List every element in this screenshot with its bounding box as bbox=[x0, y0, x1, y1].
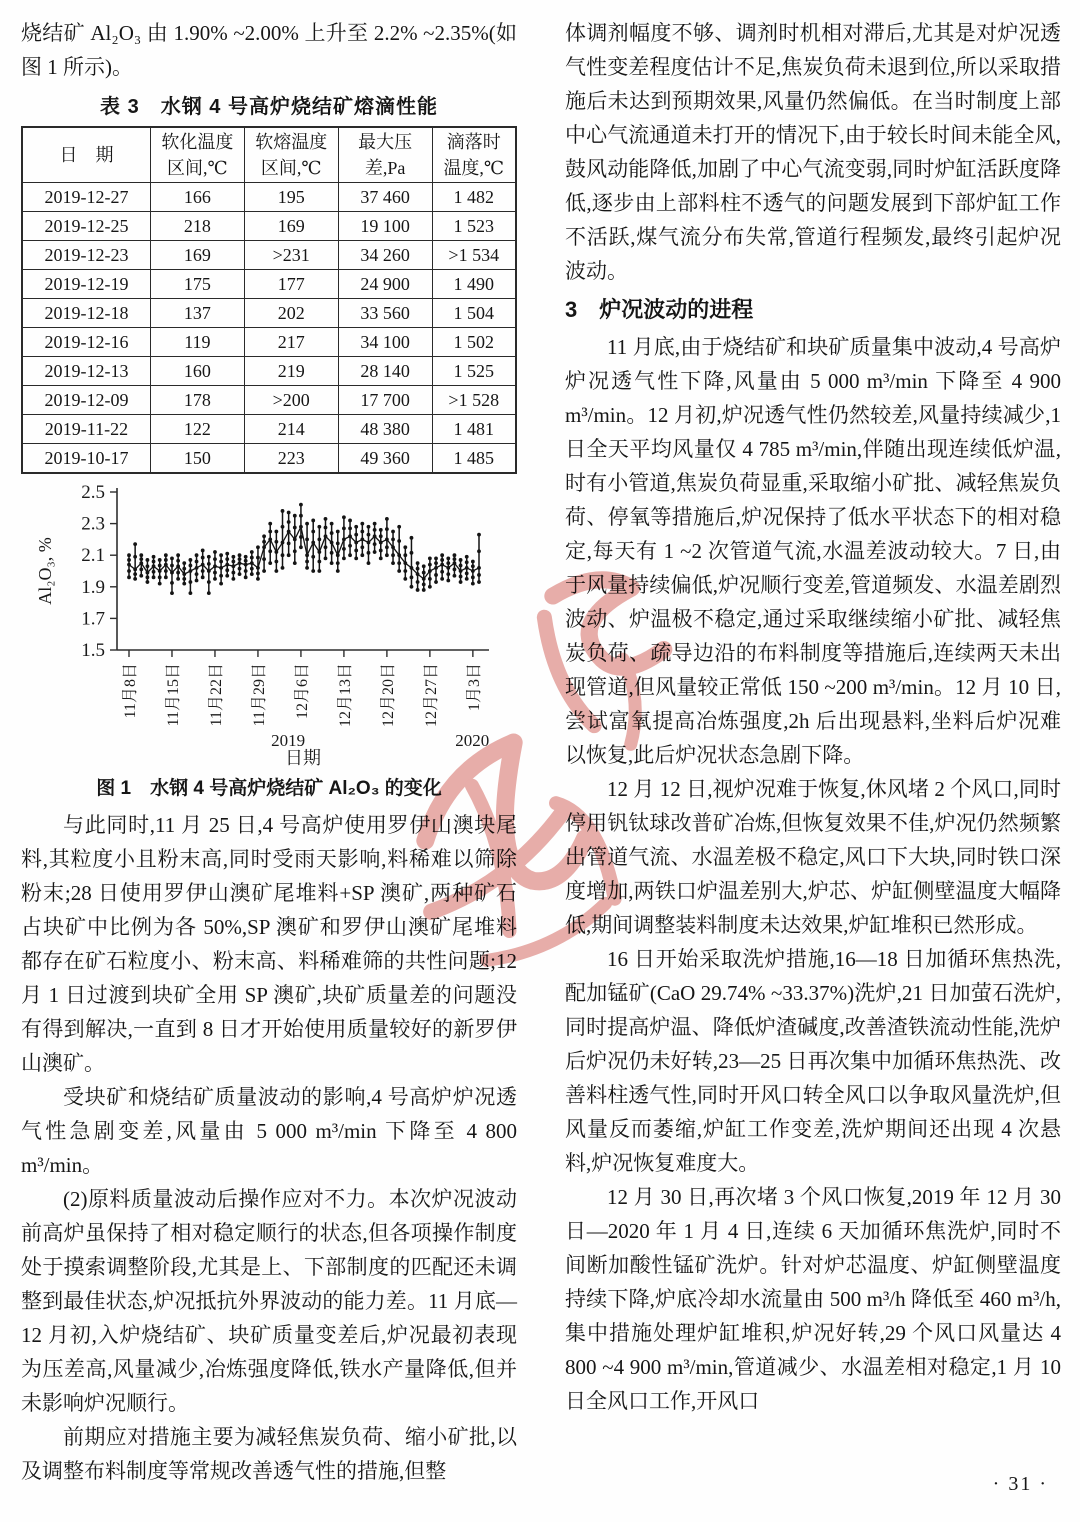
table-cell: >1 534 bbox=[432, 241, 516, 270]
svg-text:1月3日: 1月3日 bbox=[465, 663, 483, 712]
table-cell: 49 360 bbox=[338, 444, 432, 474]
svg-text:2.3: 2.3 bbox=[81, 513, 105, 535]
figure-1 bbox=[21, 480, 517, 800]
table-cell: 2019-12-25 bbox=[22, 212, 150, 241]
svg-text:11月8日: 11月8日 bbox=[122, 663, 139, 719]
paragraph: (2)原料质量波动后操作应对不力。本次炉况波动前高炉虽保持了相对稳定顺行的状态,但各项操作制度处于摸索调整阶段,尤其是上、下部制度的匹配还未调整到最佳状态,炉况抵抗外界波动的能力差。11 月底—12 月初,入炉烧结矿、块矿质量变差后,炉况最初表现为压差高,风量减少,冶炼强度降低,铁水产量降低,但并未影响炉况顺行。 bbox=[21, 1187, 517, 1415]
table-cell: 223 bbox=[244, 444, 338, 474]
melt-drip-table bbox=[21, 126, 517, 474]
table-cell: 166 bbox=[150, 183, 244, 212]
svg-text:12月27日: 12月27日 bbox=[422, 663, 440, 728]
table-header-cell: 滴落时 温度,℃ bbox=[432, 127, 516, 183]
table-cell: 1 490 bbox=[432, 270, 516, 299]
table-cell: 119 bbox=[150, 328, 244, 357]
table-cell: 169 bbox=[150, 241, 244, 270]
table-title: 表 3 水钢 4 号高炉烧结矿熔滴性能 bbox=[100, 96, 438, 118]
svg-text:12月13日: 12月13日 bbox=[336, 663, 354, 728]
svg-text:2.1: 2.1 bbox=[81, 545, 105, 567]
svg-text:11月22日: 11月22日 bbox=[207, 663, 225, 727]
table-cell: 217 bbox=[244, 328, 338, 357]
svg-text:12月6日: 12月6日 bbox=[293, 663, 311, 720]
table-cell: 1 502 bbox=[432, 328, 516, 357]
figure-caption: 图 1 水钢 4 号高炉烧结矿 Al₂O₃ 的变化 bbox=[96, 778, 442, 799]
right-column bbox=[565, 16, 1061, 1488]
table-cell: 175 bbox=[150, 270, 244, 299]
paragraph: 12 月 12 日,视炉况难于恢复,休风堵 2 个风口,同时停用钒钛球改普矿冶炼,但恢复效果不佳,炉况仍然频繁出管道气流、水温差极不稳定,风口下大块,同时铁口深度增加,两铁口炉温差别大,炉芯、炉缸侧壁温度大幅降低,期间调整装料制度未达效果,炉缸堆积已然形成。 bbox=[565, 777, 1061, 937]
paragraph: 前期应对措施主要为减轻焦炭负荷、缩小矿批,以及调整布料制度等常规改善透气性的措施,但整 bbox=[21, 1425, 517, 1483]
table-row bbox=[22, 444, 516, 474]
table-row bbox=[22, 270, 516, 299]
table-cell: >200 bbox=[244, 386, 338, 415]
paragraph: 16 日开始采取洗炉措施,16—18 日加循环焦热洗,配加锰矿(CaO 29.74% ~33.37%)洗炉,21 日加萤石洗炉,同时提高炉温、降低炉渣碱度,改善渣铁流动性能,洗炉后炉况仍未好转,23—25 日再次集中加循环焦热洗、改善料柱透气性,同时开风口转全风口以争取风量洗炉,但风量反而萎缩,炉缸工作变差,洗炉期间还出现 4 次悬料,炉况恢复难度大。 bbox=[565, 947, 1061, 1175]
table-row bbox=[22, 328, 516, 357]
paragraph: 受块矿和烧结矿质量波动的影响,4 号高炉炉况透气性急剧变差,风量由 5 000 m³/min 下降至 4 800 m³/min。 bbox=[21, 1085, 517, 1177]
table-cell: 1 525 bbox=[432, 357, 516, 386]
table-cell: 17 700 bbox=[338, 386, 432, 415]
table-cell: 2019-12-09 bbox=[22, 386, 150, 415]
table-cell: 48 380 bbox=[338, 415, 432, 444]
table-cell: 34 100 bbox=[338, 328, 432, 357]
al2o3-line-chart bbox=[21, 480, 517, 766]
table-cell: 137 bbox=[150, 299, 244, 328]
table-cell: 150 bbox=[150, 444, 244, 474]
table-cell: 195 bbox=[244, 183, 338, 212]
svg-text:11月29日: 11月29日 bbox=[250, 663, 268, 727]
svg-text:1.7: 1.7 bbox=[81, 608, 105, 630]
table-cell: 2019-12-16 bbox=[22, 328, 150, 357]
svg-text:12月20日: 12月20日 bbox=[379, 663, 397, 728]
table-cell: 19 100 bbox=[338, 212, 432, 241]
table-body bbox=[22, 183, 516, 474]
paragraph: 烧结矿 Al₂O₃ 由 1.90% ~2.00% 上升至 2.2% ~2.35%(如图 1 所示)。 bbox=[21, 21, 517, 79]
table-header-cell: 软熔温度 区间,℃ bbox=[244, 127, 338, 183]
table-cell: 37 460 bbox=[338, 183, 432, 212]
svg-text:2020: 2020 bbox=[455, 731, 490, 750]
table-cell: 2019-12-13 bbox=[22, 357, 150, 386]
table-cell: 202 bbox=[244, 299, 338, 328]
table-cell: 34 260 bbox=[338, 241, 432, 270]
table-row bbox=[22, 357, 516, 386]
section-heading: 3 炉况波动的进程 bbox=[565, 297, 754, 322]
svg-text:11月15日: 11月15日 bbox=[164, 663, 182, 727]
table-cell: 1 481 bbox=[432, 415, 516, 444]
table-cell: 122 bbox=[150, 415, 244, 444]
table-cell: 24 900 bbox=[338, 270, 432, 299]
table-cell: 1 485 bbox=[432, 444, 516, 474]
table-cell: 177 bbox=[244, 270, 338, 299]
table-cell: >1 528 bbox=[432, 386, 516, 415]
table-header bbox=[22, 127, 516, 183]
table-cell: 2019-11-22 bbox=[22, 415, 150, 444]
table-cell: 160 bbox=[150, 357, 244, 386]
table-cell: >231 bbox=[244, 241, 338, 270]
table-cell: 2019-10-17 bbox=[22, 444, 150, 474]
table-cell: 2019-12-18 bbox=[22, 299, 150, 328]
svg-text:2019: 2019 bbox=[271, 731, 306, 750]
table-row bbox=[22, 386, 516, 415]
table-header-cell: 日 期 bbox=[22, 127, 150, 183]
table-row bbox=[22, 299, 516, 328]
table-cell: 1 504 bbox=[432, 299, 516, 328]
table-cell: 178 bbox=[150, 386, 244, 415]
table-cell: 2019-12-27 bbox=[22, 183, 150, 212]
table-cell: 28 140 bbox=[338, 357, 432, 386]
left-column bbox=[21, 16, 517, 1488]
svg-text:日期: 日期 bbox=[285, 748, 321, 766]
svg-text:1.9: 1.9 bbox=[81, 576, 105, 598]
table-cell: 1 482 bbox=[432, 183, 516, 212]
paragraph: 体调剂幅度不够、调剂时机相对滞后,尤其是对炉况透气性变差程度估计不足,焦炭负荷未退到位,所以采取措施后未达到预期效果,风量仍然偏低。在当时制度上部中心气流通道未打开的情况下,由于较长时间未能全风,鼓风动能降低,加剧了中心气流变弱,同时炉缸活跃度降低,逐步由上部料柱不透气的问题发展到下部炉缸工作不活跃,煤气流分布失常,管道行程频发,最终引起炉况波动。 bbox=[565, 21, 1061, 283]
table-cell: 218 bbox=[150, 212, 244, 241]
table-cell: 214 bbox=[244, 415, 338, 444]
table-cell: 2019-12-19 bbox=[22, 270, 150, 299]
table-row bbox=[22, 183, 516, 212]
svg-text:1.5: 1.5 bbox=[81, 640, 105, 661]
svg-text:2.5: 2.5 bbox=[81, 482, 105, 503]
page-number: · 31 · bbox=[992, 1473, 1048, 1495]
table-header-cell: 最大压 差,Pa bbox=[338, 127, 432, 183]
table-cell: 169 bbox=[244, 212, 338, 241]
table-cell: 2019-12-23 bbox=[22, 241, 150, 270]
table-row bbox=[22, 212, 516, 241]
svg-text:Al₂O₃, %: Al₂O₃, % bbox=[35, 537, 55, 605]
table-header-cell: 软化温度 区间,℃ bbox=[150, 127, 244, 183]
table-cell: 33 560 bbox=[338, 299, 432, 328]
paragraph: 与此同时,11 月 25 日,4 号高炉使用罗伊山澳块尾料,其粒度小且粉末高,同时受雨天影响,料稀难以筛除粉末;28 日使用罗伊山澳矿尾堆料+SP 澳矿,两种矿石占块矿中比例为各 50%,SP 澳矿和罗伊山澳矿尾堆料都存在矿石粒度小、粉末高、料稀难筛的共性问题;12 月 1 日过渡到块矿全用 SP 澳矿,块矿质量差的问题没有得到解决,一直到 8 日才开始使用质量较好的新罗伊山澳矿。 bbox=[21, 813, 517, 1075]
table-row bbox=[22, 415, 516, 444]
table-cell: 1 523 bbox=[432, 212, 516, 241]
paragraph: 12 月 30 日,再次堵 3 个风口恢复,2019 年 12 月 30 日—2020 年 1 月 4 日,连续 6 天加循环焦洗炉,同时不间断加酸性锰矿洗炉。针对炉芯温度、炉缸侧壁温度持续下降,炉底冷却水流量由 500 m³/h 降低至 460 m³/h,集中措施处理炉缸堆积,炉况好转,29 个风口风量达 4 800 ~4 900 m³/min,管道减少、水温差相对稳定,1 月 10 日全风口工作,开风口 bbox=[565, 1185, 1061, 1413]
table-row bbox=[22, 241, 516, 270]
table-cell: 219 bbox=[244, 357, 338, 386]
paragraph: 11 月底,由于烧结矿和块矿质量集中波动,4 号高炉炉况透气性下降,风量由 5 000 m³/min 下降至 4 900 m³/min。12 月初,炉况透气性仍然较差,风量持续减少,1 日全天平均风量仅 4 785 m³/min,伴随出现连续低炉温,时有小管道,焦炭负荷显重,采取缩小矿批、减轻焦炭负荷、停氧等措施后,炉况保持了低水平状态下的相对稳定,每天有 1 ~2 次管道气流,水温差波动较大。7 日,由于风量持续偏低,炉况顺行变差,管道频发、水温差剧烈波动、炉温极不稳定,通过采取继续缩小矿批、减轻焦炭负荷、疏导边沿的布料制度等措施后,连续两天未出现管道,但风量较正常低 150 ~200 m³/min。12 月 10 日,尝试富氧提高冶炼强度,2h 后出现悬料,坐料后炉况难以恢复,此后炉况状态急剧下降。 bbox=[565, 335, 1061, 767]
